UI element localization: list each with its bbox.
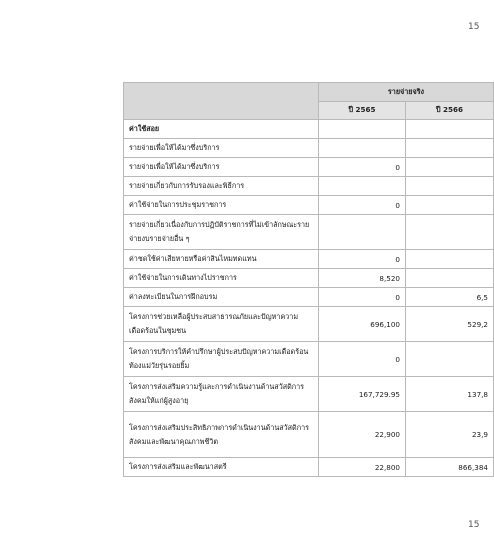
value-2565: 0 bbox=[319, 158, 406, 177]
table-row bbox=[124, 177, 494, 196]
value-2566: 529,2 bbox=[406, 307, 494, 342]
row-label: รายจ่ายเพื่อให้ได้มาซึ่งบริการ bbox=[124, 139, 319, 158]
page-number-top: 15 bbox=[468, 22, 480, 32]
table-row bbox=[124, 158, 494, 177]
table-row bbox=[124, 288, 494, 307]
value-2565: 22,900 bbox=[319, 412, 406, 458]
table-row bbox=[124, 196, 494, 215]
value-2565: 0 bbox=[319, 342, 406, 377]
page-number-bottom: 15 bbox=[468, 520, 480, 530]
table-row bbox=[124, 250, 494, 269]
row-label: รายจ่ายเกี่ยวกับการรับรองและพิธีการ bbox=[124, 177, 319, 196]
value-2565 bbox=[319, 120, 406, 139]
table-row bbox=[124, 307, 494, 342]
value-2565 bbox=[319, 215, 406, 250]
row-label: รายจ่ายเพื่อให้ได้มาซึ่งบริการ bbox=[124, 158, 319, 177]
value-2566 bbox=[406, 342, 494, 377]
value-2566: 137,8 bbox=[406, 377, 494, 412]
value-2565 bbox=[319, 139, 406, 158]
value-2565: 0 bbox=[319, 250, 406, 269]
row-label: ค่าลงทะเบียนในการฝึกอบรม bbox=[124, 288, 319, 307]
row-label: รายจ่ายเกี่ยวเนื่องกับการปฏิบัติราชการที่ไม่เข้าลักษณะรายจ่ายงบรายจ่ายอื่น ๆ bbox=[124, 215, 319, 250]
value-2565: 0 bbox=[319, 288, 406, 307]
value-2566 bbox=[406, 177, 494, 196]
value-2565: 22,800 bbox=[319, 458, 406, 477]
value-2566 bbox=[406, 196, 494, 215]
value-2566 bbox=[406, 120, 494, 139]
table-row bbox=[124, 269, 494, 288]
value-2566 bbox=[406, 158, 494, 177]
value-2566 bbox=[406, 269, 494, 288]
table-row bbox=[124, 139, 494, 158]
header-year-2566: ปี 2566 bbox=[406, 102, 494, 120]
value-2566: 866,384 bbox=[406, 458, 494, 477]
value-2566: 6,5 bbox=[406, 288, 494, 307]
value-2566 bbox=[406, 215, 494, 250]
header-blank-cell bbox=[124, 83, 319, 120]
row-label: ค่าใช้สอย bbox=[124, 120, 319, 139]
row-label: โครงการบริการให้คำปรึกษาผู้ประสบปัญหาความเดือดร้อน ท้องแม่วัยรุ่นรอยยิ้ม bbox=[124, 342, 319, 377]
row-label: โครงการส่งเสริมประสิทธิภาพการดำเนินงานด้านสวัสดิการสังคมและพัฒนาคุณภาพชีวิต bbox=[124, 412, 319, 458]
row-label: ค่าชดใช้ค่าเสียหายหรือค่าสินไหมทดแทน bbox=[124, 250, 319, 269]
table-row bbox=[124, 377, 494, 412]
expense-table bbox=[123, 82, 494, 477]
value-2565: 0 bbox=[319, 196, 406, 215]
value-2565 bbox=[319, 177, 406, 196]
row-label: โครงการส่งเสริมความรู้และการดำเนินงานด้านสวัสดิการสังคมให้แก่ผู้สูงอายุ bbox=[124, 377, 319, 412]
table-row bbox=[124, 342, 494, 377]
row-label: โครงการส่งเสริมและพัฒนาสตรี bbox=[124, 458, 319, 477]
table-row bbox=[124, 458, 494, 477]
value-2566 bbox=[406, 250, 494, 269]
header-actual-expense: รายจ่ายจริง bbox=[319, 83, 494, 102]
row-label: ค่าใช้จ่ายในการเดินทางไปราชการ bbox=[124, 269, 319, 288]
row-label: ค่าใช้จ่ายในการประชุมราชการ bbox=[124, 196, 319, 215]
value-2566: 23,9 bbox=[406, 412, 494, 458]
table-row bbox=[124, 412, 494, 458]
table-row bbox=[124, 120, 494, 139]
value-2566 bbox=[406, 139, 494, 158]
header-year-2565: ปี 2565 bbox=[319, 102, 406, 120]
table-row bbox=[124, 215, 494, 250]
value-2565: 8,520 bbox=[319, 269, 406, 288]
row-label: โครงการช่วยเหลือผู้ประสบสาธารณภัยและปัญหาความเดือดร้อนในชุมชน bbox=[124, 307, 319, 342]
value-2565: 167,729.95 bbox=[319, 377, 406, 412]
value-2565: 696,100 bbox=[319, 307, 406, 342]
